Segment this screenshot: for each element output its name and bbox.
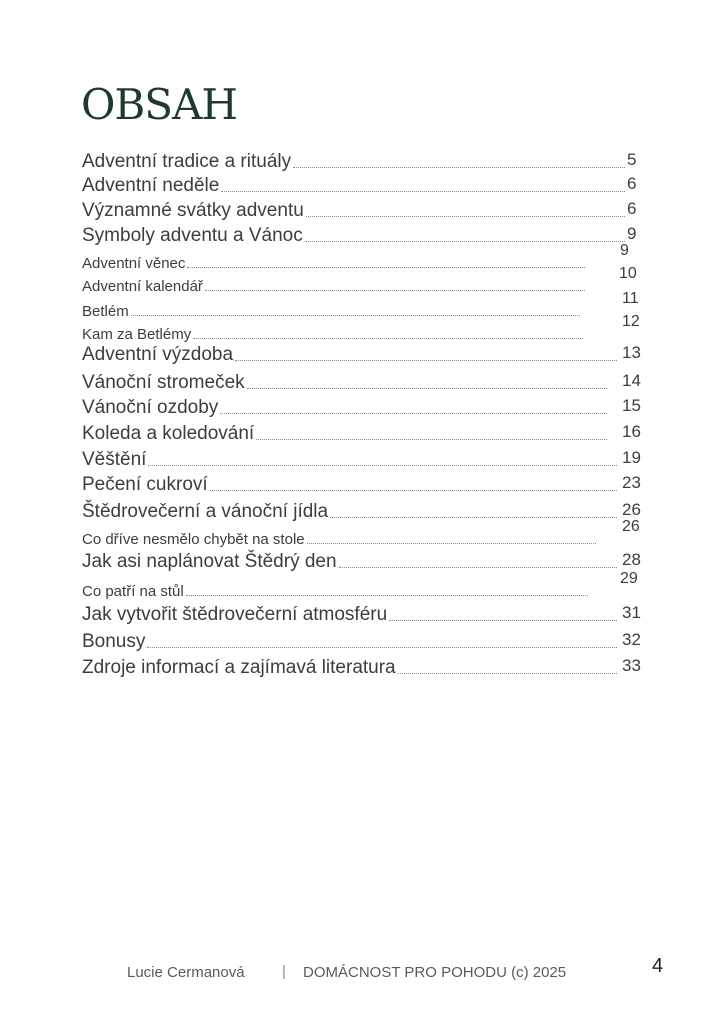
toc-entry-label: Betlém	[82, 303, 129, 320]
toc-entry[interactable]	[82, 518, 640, 548]
page-title: OBSAH	[81, 80, 238, 129]
toc-entry[interactable]	[82, 221, 637, 246]
toc-entry-page: 29	[620, 570, 638, 587]
toc-entry[interactable]	[82, 570, 638, 600]
footer-brand: DOMÁCNOST PRO POHODU (c) 2025	[303, 964, 567, 981]
toc-entry-page: 12	[622, 313, 640, 330]
toc-leader-dots	[398, 673, 617, 674]
toc-entry[interactable]	[82, 147, 637, 172]
toc-entry-page: 23	[622, 473, 641, 492]
toc-leader-dots	[330, 517, 617, 518]
toc-entry-label: Jak vytvořit štědrovečerní atmosféru	[82, 604, 388, 625]
toc-entry-label: Jak asi naplánovat Štědrý den	[82, 551, 337, 572]
toc-leader-dots	[148, 465, 617, 466]
toc-entry-label: Kam za Betlémy	[82, 326, 192, 343]
toc-entry-label: Vánoční ozdoby	[82, 397, 219, 418]
toc-leader-dots	[187, 267, 585, 268]
toc-leader-dots	[256, 439, 607, 440]
toc-entry-page: 26	[622, 518, 640, 535]
toc-entry-label: Adventní tradice a rituály	[82, 151, 292, 172]
toc-entry[interactable]	[82, 470, 641, 495]
toc-leader-dots	[221, 191, 625, 192]
toc-entry-label: Bonusy	[82, 631, 146, 652]
toc-entry-page: 9	[627, 224, 637, 243]
toc-entry-label: Adventní výzdoba	[82, 344, 234, 365]
toc-entry-label: Věštění	[82, 449, 147, 470]
toc-leader-dots	[186, 595, 588, 596]
toc-entry-label: Adventní věnec	[82, 255, 186, 272]
toc-entry[interactable]	[82, 340, 641, 365]
toc-entry-label: Zdroje informací a zajímavá literatura	[82, 657, 396, 678]
toc-entry[interactable]	[82, 265, 637, 295]
toc-leader-dots	[235, 360, 617, 361]
toc-leader-dots	[205, 290, 585, 291]
toc-entry-page: 14	[622, 371, 641, 390]
toc-entry-page: 6	[627, 199, 637, 218]
toc-entry-page: 15	[622, 396, 641, 415]
toc-entry-label: Adventní neděle	[82, 175, 220, 196]
toc-entry[interactable]	[82, 497, 641, 522]
toc-entry-label: Co patří na stůl	[82, 583, 184, 600]
toc-entry[interactable]	[82, 627, 641, 652]
toc-leader-dots	[131, 315, 580, 316]
toc-entry-page: 16	[622, 422, 641, 441]
toc-leader-dots	[247, 388, 607, 389]
toc-leader-dots	[293, 167, 625, 168]
toc-entry-page: 33	[622, 656, 641, 675]
toc-leader-dots	[389, 620, 617, 621]
toc-entry-label: Koleda a koledování	[82, 423, 255, 444]
footer-separator: |	[282, 963, 286, 980]
toc-leader-dots	[339, 567, 617, 568]
footer-author: Lucie Cermanová	[127, 964, 245, 981]
toc-entry[interactable]	[82, 242, 629, 272]
toc-entry[interactable]	[82, 290, 639, 320]
toc-entry-label: Co dříve nesmělo chybět na stole	[82, 531, 305, 548]
toc-leader-dots	[210, 490, 617, 491]
toc-entry[interactable]	[82, 445, 641, 470]
toc-entry-page: 13	[622, 343, 641, 362]
toc-entry[interactable]	[82, 547, 641, 572]
toc-entry[interactable]	[82, 653, 641, 678]
toc-entry-page: 10	[619, 265, 637, 282]
toc-leader-dots	[306, 216, 625, 217]
toc-entry-label: Pečení cukroví	[82, 474, 208, 495]
toc-entry[interactable]	[82, 196, 637, 221]
toc-leader-dots	[307, 543, 596, 544]
toc-entry[interactable]	[82, 171, 637, 196]
toc-entry-label: Symboly adventu a Vánoc	[82, 225, 303, 246]
toc-entry-page: 5	[627, 150, 637, 169]
toc-entry-page: 28	[622, 550, 641, 569]
toc-entry-page: 6	[627, 174, 637, 193]
toc-entry-label: Štědrovečerní a vánoční jídla	[82, 501, 329, 522]
toc-entry-page: 19	[622, 448, 641, 467]
toc-entry[interactable]	[82, 368, 641, 393]
toc-entry-page: 9	[620, 242, 629, 259]
toc-entry-page: 32	[622, 630, 641, 649]
page-number: 4	[652, 955, 664, 977]
toc-entry-page: 11	[622, 290, 639, 307]
toc-leader-dots	[147, 647, 617, 648]
toc-entry[interactable]	[82, 600, 641, 625]
toc-entry-label: Vánoční stromeček	[82, 372, 245, 393]
toc-entry-label: Významné svátky adventu	[82, 200, 304, 221]
toc-entry[interactable]	[82, 393, 641, 418]
toc-entry[interactable]	[82, 313, 640, 343]
toc-entry[interactable]	[82, 419, 641, 444]
toc-leader-dots	[193, 338, 583, 339]
toc-leader-dots	[220, 413, 607, 414]
toc-entry-label: Adventní kalendář	[82, 278, 203, 295]
toc-leader-dots	[305, 241, 625, 242]
toc-entry-page: 31	[622, 603, 641, 622]
toc-entry-page: 26	[622, 500, 641, 519]
